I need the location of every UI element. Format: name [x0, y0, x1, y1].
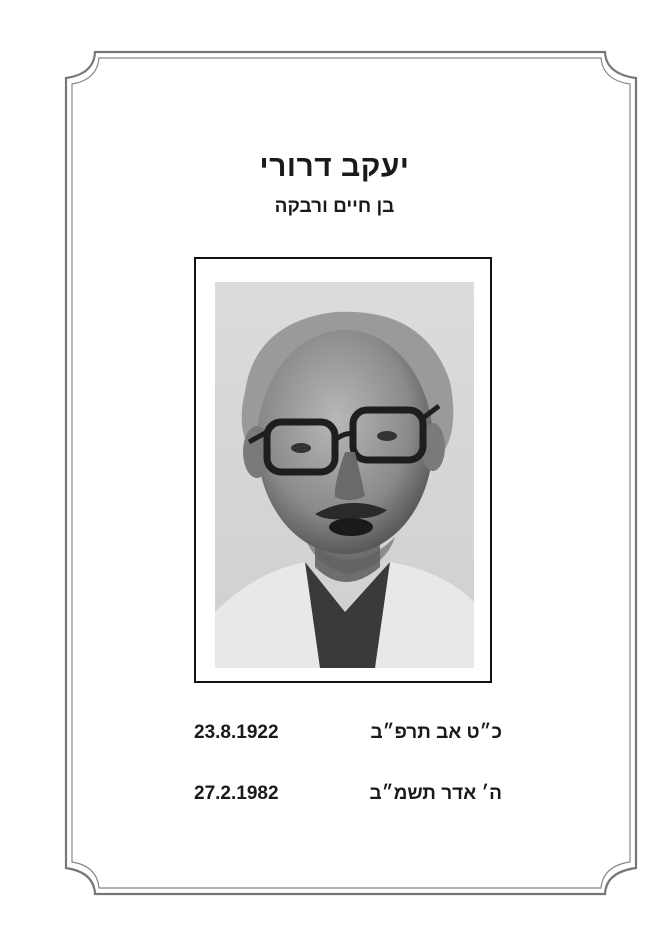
portrait-photo: [215, 282, 474, 668]
birth-date-row: [0, 722, 669, 752]
death-date-row: [0, 783, 669, 813]
death-date-gregorian: 27.2.1982: [194, 783, 279, 804]
person-name: יעקב דרורי: [259, 150, 410, 183]
birth-date-hebrew: כ״ט אב תרפ״ב: [370, 722, 502, 743]
person-parents: בן חיים ורבקה: [274, 196, 395, 217]
birth-date-gregorian: 23.8.1922: [194, 722, 279, 743]
death-date-hebrew: ה׳ אדר תשמ״ב: [369, 783, 502, 804]
photo-frame: [194, 257, 492, 683]
